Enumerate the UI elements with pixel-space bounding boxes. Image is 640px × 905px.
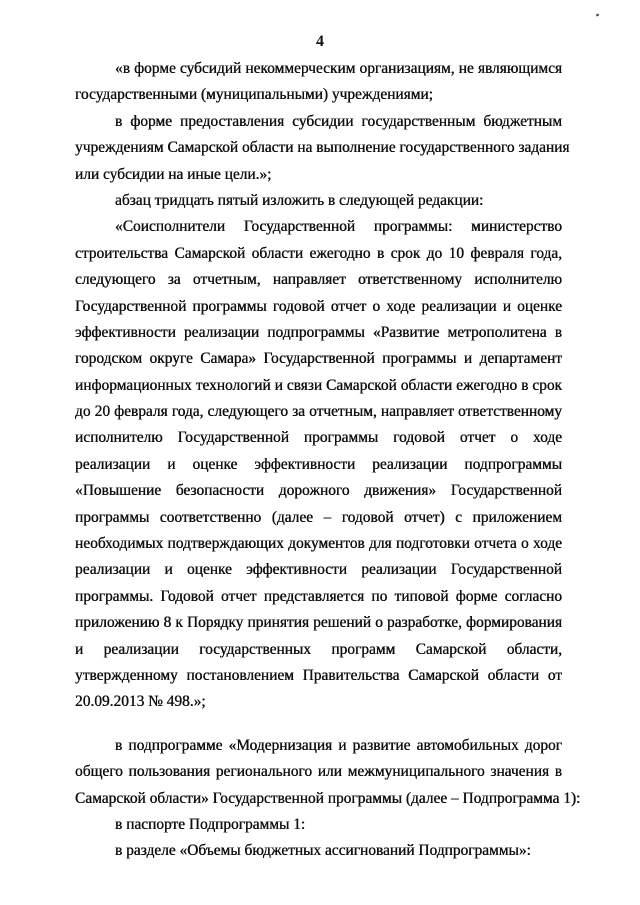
text-line: в форме предоставления субсидии государственным бюджетным bbox=[115, 112, 562, 130]
text-line: исполнителю Государственной программы годовой отчет о ходе bbox=[75, 429, 562, 447]
paragraph bbox=[75, 214, 562, 715]
text-line: учреждениям Самарской области на выполнение государственного задания bbox=[75, 139, 570, 157]
text-line: строительства Самарской области ежегодно в срок до 10 февраля года, bbox=[75, 244, 562, 262]
scan-artifact bbox=[596, 13, 600, 16]
text-line: приложению 8 к Порядку принятия решений о разработке, формирования bbox=[75, 614, 562, 632]
text-line: «Соисполнители Государственной программы: министерство bbox=[115, 218, 562, 236]
text-line: и реализации государственных программ Самарской области, bbox=[75, 640, 562, 658]
document-body bbox=[75, 56, 581, 865]
text-line: необходимых подтверждающих документов для подготовки отчета о ходе bbox=[75, 535, 562, 553]
text-line: следующего за отчетным, направляет ответственному исполнителю bbox=[75, 271, 562, 289]
text-line: Государственной программы годовой отчет о ходе реализации и оценке bbox=[75, 297, 562, 315]
text-line: «Повышение безопасности дорожного движения» Государственной bbox=[75, 482, 562, 500]
text-line: в разделе «Объемы бюджетных ассигнований Подпрограммы»: bbox=[115, 842, 531, 860]
text-line: Самарской области» Государственной программы (далее – Подпрограмма 1): bbox=[75, 789, 581, 807]
text-line: 20.09.2013 № 498.»; bbox=[75, 693, 206, 711]
text-line: общего пользования регионального или межмуниципального значения в bbox=[75, 763, 562, 781]
text-line: реализации и оценке эффективности реализации подпрограммы bbox=[75, 455, 562, 473]
text-line: «в форме субсидий некоммерческим организациям, не являющимся bbox=[115, 60, 562, 77]
text-line: программы соответственно (далее – годовой отчет) с приложением bbox=[75, 508, 562, 526]
text-line: в подпрограмме «Модернизация и развитие автомобильных дорог bbox=[115, 736, 562, 754]
text-line: городском округе Самара» Государственной программы и департамент bbox=[75, 350, 562, 368]
text-line: программы. Годовой отчет представляется по типовой форме согласно bbox=[75, 587, 562, 605]
paragraph bbox=[75, 812, 562, 838]
paragraph bbox=[75, 188, 562, 214]
paragraph bbox=[75, 733, 581, 812]
text-line: реализации и оценке эффективности реализации Государственной bbox=[75, 561, 562, 579]
paragraph bbox=[75, 838, 562, 864]
text-line: или субсидии на иные цели.»; bbox=[75, 165, 272, 183]
page-number: 4 bbox=[316, 33, 324, 50]
text-line: в паспорте Подпрограммы 1: bbox=[115, 815, 306, 833]
text-line: утвержденному постановлением Правительства Самарской области от bbox=[75, 666, 562, 684]
text-line: государственными (муниципальными) учреждениями; bbox=[75, 86, 433, 104]
text-line: до 20 февраля года, следующего за отчетным, направляет ответственному bbox=[75, 403, 562, 421]
paragraph bbox=[75, 109, 570, 188]
text-line: эффективности реализации подпрограммы «Развитие метрополитена в bbox=[75, 323, 562, 341]
text-line: информационных технологий и связи Самарской области ежегодно в срок bbox=[75, 376, 562, 394]
paragraph bbox=[75, 56, 562, 109]
text-line: абзац тридцать пятый изложить в следующей редакции: bbox=[115, 191, 484, 209]
